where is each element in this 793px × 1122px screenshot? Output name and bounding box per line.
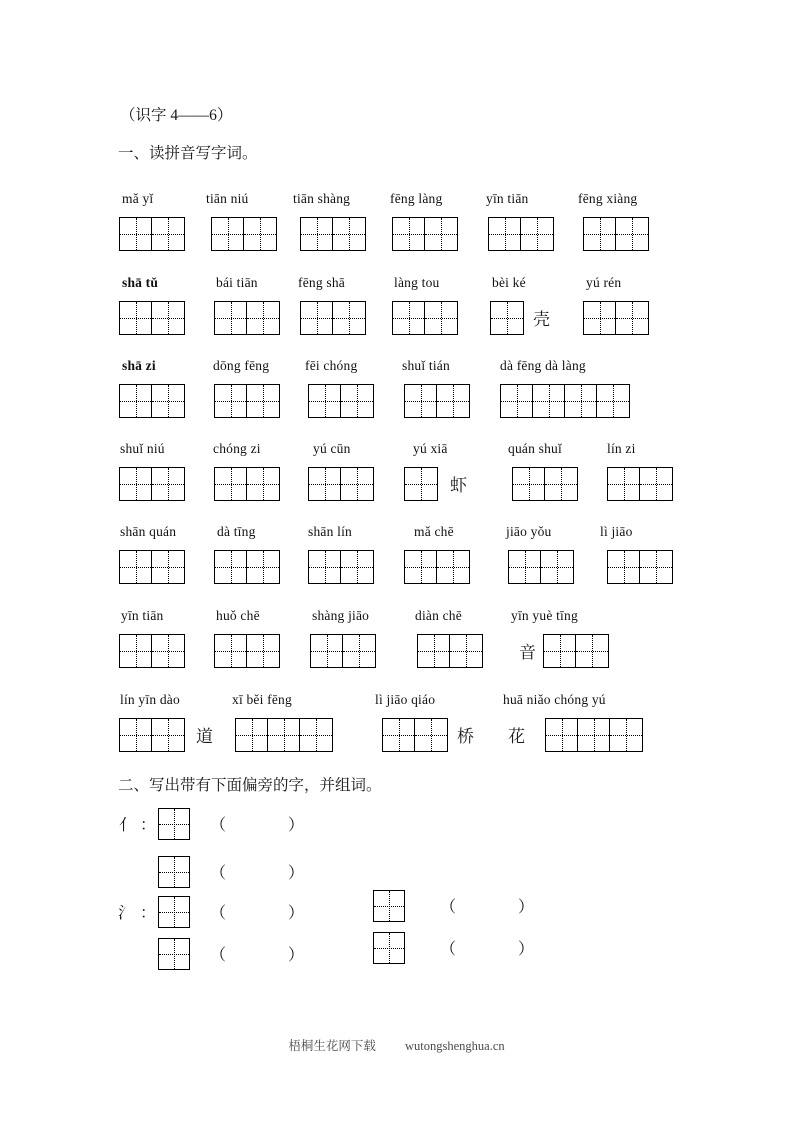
word-paren-close: ） xyxy=(518,899,535,916)
pinyin-label: xī běi fēng xyxy=(232,692,292,707)
pinyin-label: shàng jiāo xyxy=(312,608,370,623)
pinyin-label: yīn tiān xyxy=(121,608,164,623)
answer-grid[interactable] xyxy=(500,384,630,418)
answer-grid[interactable] xyxy=(583,301,649,335)
answer-grid[interactable] xyxy=(392,301,458,335)
pinyin-label: yīn tiān xyxy=(486,191,529,206)
pinyin-label: dà fēng dà làng xyxy=(500,358,586,373)
answer-grid[interactable] xyxy=(490,301,524,335)
pinyin-label: huǒ chē xyxy=(216,608,260,623)
word-paren-close: ） xyxy=(288,865,305,882)
answer-grid[interactable] xyxy=(119,634,185,668)
pinyin-label: shān lín xyxy=(308,524,352,539)
pinyin-label: dà tīng xyxy=(217,524,256,539)
answer-grid[interactable] xyxy=(214,634,280,668)
word-paren-open: （ xyxy=(440,899,457,916)
answer-grid[interactable] xyxy=(300,217,366,251)
given-hanzi: 音 xyxy=(519,643,536,662)
answer-grid[interactable] xyxy=(211,217,277,251)
answer-grid[interactable] xyxy=(392,217,458,251)
answer-grid[interactable] xyxy=(308,384,374,418)
answer-grid[interactable] xyxy=(300,301,366,335)
pinyin-label: làng tou xyxy=(394,275,440,290)
answer-grid[interactable] xyxy=(214,467,280,501)
pinyin-label: shuǐ niú xyxy=(120,441,165,456)
answer-grid[interactable] xyxy=(235,718,333,752)
pinyin-label: fēng xiàng xyxy=(578,191,638,206)
word-paren-open: （ xyxy=(210,865,227,882)
answer-grid[interactable] xyxy=(404,467,438,501)
pinyin-label: shuǐ tián xyxy=(402,358,450,373)
answer-grid[interactable] xyxy=(214,550,280,584)
pinyin-label: lín yīn dào xyxy=(120,692,180,707)
pinyin-label: yú cūn xyxy=(313,441,351,456)
given-hanzi: 花 xyxy=(508,727,525,746)
answer-grid[interactable] xyxy=(382,718,448,752)
pinyin-label: shā tǔ xyxy=(122,275,159,290)
given-hanzi: 壳 xyxy=(533,310,550,329)
pinyin-label: yú rén xyxy=(586,275,622,290)
answer-grid[interactable] xyxy=(583,217,649,251)
pinyin-label: mǎ yǐ xyxy=(122,191,154,206)
pinyin-label: dōng fēng xyxy=(213,358,270,373)
word-paren-open: （ xyxy=(210,947,227,964)
pinyin-label: quán shuǐ xyxy=(508,441,562,456)
footer-site-name: 梧桐生花网下载 xyxy=(288,1039,376,1053)
footer xyxy=(0,1036,793,1054)
word-paren-close: ） xyxy=(518,941,535,958)
pinyin-label: diàn chē xyxy=(415,608,462,623)
pinyin-label: lì jiāo xyxy=(600,524,633,539)
section-two-heading: 二、写出带有下面偏旁的字，并组词。 xyxy=(118,777,382,794)
pinyin-label: lì jiāo qiáo xyxy=(375,692,436,707)
answer-grid[interactable] xyxy=(119,384,185,418)
word-paren-open: （ xyxy=(440,941,457,958)
answer-grid[interactable] xyxy=(158,856,190,888)
given-hanzi: 道 xyxy=(196,727,213,746)
answer-grid[interactable] xyxy=(488,217,554,251)
answer-grid[interactable] xyxy=(158,938,190,970)
word-paren-close: ） xyxy=(288,905,305,922)
radical-colon: ： xyxy=(140,905,157,922)
answer-grid[interactable] xyxy=(404,550,470,584)
given-hanzi: 桥 xyxy=(457,727,474,746)
pinyin-label: mǎ chē xyxy=(414,524,454,539)
word-paren-close: ） xyxy=(288,947,305,964)
answer-grid[interactable] xyxy=(214,384,280,418)
answer-grid[interactable] xyxy=(545,718,643,752)
pinyin-label: jiāo yǒu xyxy=(506,524,552,539)
pinyin-label: tiān niú xyxy=(206,191,249,206)
answer-grid[interactable] xyxy=(373,932,405,964)
pinyin-label: shān quán xyxy=(120,524,177,539)
answer-grid[interactable] xyxy=(119,718,185,752)
radical-colon: ： xyxy=(140,817,157,834)
pinyin-label: tiān shàng xyxy=(293,191,351,206)
word-paren-open: （ xyxy=(210,905,227,922)
word-paren-close: ） xyxy=(288,817,305,834)
answer-grid[interactable] xyxy=(214,301,280,335)
pinyin-label: fēng làng xyxy=(390,191,443,206)
answer-grid[interactable] xyxy=(404,384,470,418)
footer-site-url: wutongshenghua.cn xyxy=(405,1039,505,1053)
answer-grid[interactable] xyxy=(512,467,578,501)
radical-label-shui: 氵 xyxy=(118,905,135,922)
pinyin-label: lín zi xyxy=(607,441,636,456)
answer-grid[interactable] xyxy=(607,467,673,501)
section-one-heading: 一、读拼音写字词。 xyxy=(118,145,258,162)
answer-grid[interactable] xyxy=(417,634,483,668)
pinyin-label: huā niǎo chóng yú xyxy=(503,692,606,707)
given-hanzi: 虾 xyxy=(450,476,467,495)
radical-label-ren: 亻 xyxy=(119,817,136,834)
answer-grid[interactable] xyxy=(543,634,609,668)
answer-grid[interactable] xyxy=(308,550,374,584)
answer-grid[interactable] xyxy=(373,890,405,922)
answer-grid[interactable] xyxy=(607,550,673,584)
pinyin-label: bái tiān xyxy=(216,275,258,290)
pinyin-label: bèi ké xyxy=(492,275,526,290)
answer-grid[interactable] xyxy=(158,808,190,840)
pinyin-label: yú xiā xyxy=(413,441,448,456)
pinyin-label: fēng shā xyxy=(298,275,345,290)
answer-grid[interactable] xyxy=(308,467,374,501)
pinyin-label: shā zi xyxy=(122,358,156,373)
answer-grid[interactable] xyxy=(119,301,185,335)
page-title: （识字 4——6） xyxy=(120,107,233,124)
pinyin-label: yīn yuè tīng xyxy=(511,608,578,623)
answer-grid[interactable] xyxy=(119,467,185,501)
pinyin-label: fēi chóng xyxy=(305,358,358,373)
pinyin-label: chóng zi xyxy=(213,441,261,456)
word-paren-open: （ xyxy=(210,817,227,834)
answer-grid[interactable] xyxy=(158,896,190,928)
answer-grid[interactable] xyxy=(508,550,574,584)
answer-grid[interactable] xyxy=(310,634,376,668)
answer-grid[interactable] xyxy=(119,217,185,251)
answer-grid[interactable] xyxy=(119,550,185,584)
